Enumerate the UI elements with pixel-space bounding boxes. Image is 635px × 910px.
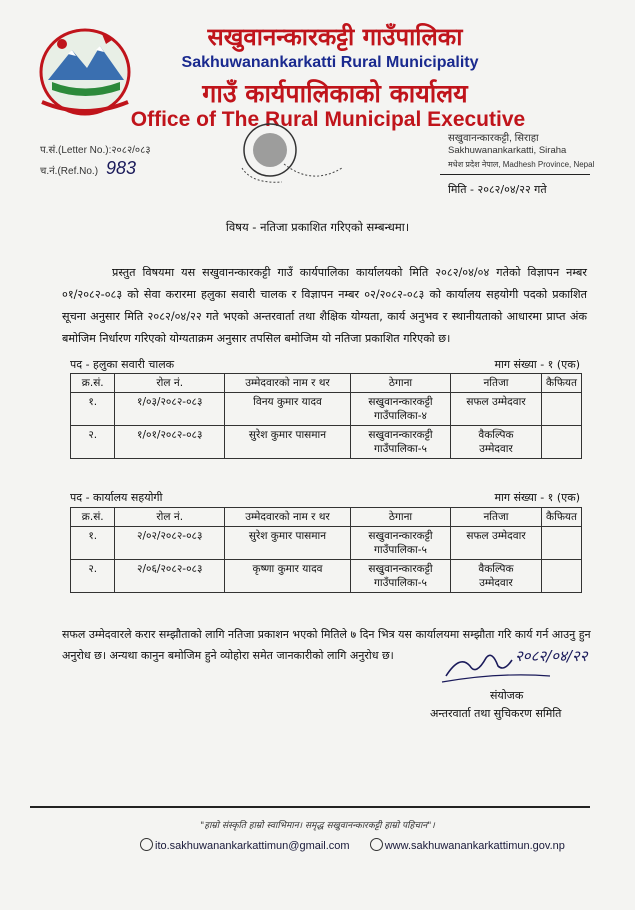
cell-roll: १/०३/२०८२-०८३ (115, 393, 225, 426)
address-english: Sakhuwanankarkatti, Siraha (448, 145, 567, 156)
result-line-1: वैकल्पिक (478, 563, 514, 575)
col-remarks: कैफियत (542, 508, 582, 527)
footer-email[interactable]: ito.sakhuwanankarkattimun@gmail.com (155, 840, 350, 852)
address-line-2: गाउँपालिका-५ (374, 577, 427, 589)
cell-address (351, 527, 451, 560)
col-roll: रोल नं. (115, 508, 225, 527)
results-table-1 (70, 373, 582, 459)
letter-date: मिति - २०८२/०४/२२ गते (448, 183, 547, 196)
municipality-name-nepali: सखुवानन्कारकट्टी गाउँपालिका (207, 22, 463, 51)
address-line-1: सखुवानन्कारकट्टी (368, 530, 433, 542)
result-line-1: सफल उम्मेदवार (466, 530, 526, 542)
cell-name: सुरेश कुमार पासमान (225, 426, 351, 459)
col-result: नतिजा (450, 508, 541, 527)
footer-contact (140, 838, 565, 852)
address-line-1: सखुवानन्कारकट्टी (368, 396, 433, 408)
cell-sn: २. (71, 560, 115, 593)
closing-paragraph: सफल उम्मेदवारले करार सम्झौताको लागि नतिजा प्रकाशन भएको मितिले ७ दिन भित्र यस कार्यालयमा सम्झौता गरि कार्य गर्न आउनु हुन अनुरोध छ। अन्यथा कानुन बमोजिम हुने व्योहोरा समेत जानकारीको लागि अनुरोध छ। (62, 628, 591, 662)
cell-roll: २/०६/२०८२-०८३ (115, 560, 225, 593)
cell-result (450, 527, 541, 560)
footer-motto: "हाम्रो संस्कृति हाम्रो स्वाभिमान। समृद्ध सखुवानन्कारकट्टी हाम्रो पहिचान"। (200, 821, 435, 831)
letter-number-label: प.सं.(Letter No.):२०८२/०८३ (40, 145, 151, 156)
address-line-2: गाउँपालिका-५ (374, 544, 427, 556)
col-sn: क्र.सं. (71, 374, 115, 393)
post-title-2: पद - कार्यालय सहयोगी (70, 491, 163, 504)
table-header-row (71, 374, 582, 393)
address-line-2: गाउँपालिका-४ (374, 410, 427, 422)
post-heading-2 (70, 490, 580, 505)
office-name-english: Office of The Rural Municipal Executive (130, 108, 526, 131)
address-line-1: सखुवानन्कारकट्टी (368, 563, 433, 575)
table-row (71, 560, 582, 593)
cell-name: कृष्णा कुमार यादव (225, 560, 351, 593)
cell-remark (542, 426, 582, 459)
header-divider (440, 174, 590, 175)
cell-sn: २. (71, 426, 115, 459)
address-nepali: सखुवानन्कारकट्टी, सिराहा (448, 133, 539, 144)
office-stamp (222, 120, 352, 188)
table-row (71, 426, 582, 459)
post-heading-1 (70, 357, 580, 372)
cell-sn: १. (71, 527, 115, 560)
reference-number (40, 158, 136, 179)
col-sn: क्र.सं. (71, 508, 115, 527)
table-row (71, 527, 582, 560)
col-result: नतिजा (450, 374, 541, 393)
signatory-role: संयोजक (490, 689, 524, 702)
email-icon (140, 838, 153, 851)
result-line-1: सफल उम्मेदवार (466, 396, 526, 408)
cell-address (351, 426, 451, 459)
address-province: मधेश प्रदेश नेपाल, Madhesh Province, Nepal (448, 160, 595, 169)
office-name-nepali: गाउँ कार्यपालिकाको कार्यालय (202, 79, 468, 108)
letter-subject: विषय - नतिजा प्रकाशित गरिएको सम्बन्धमा। (225, 220, 410, 234)
col-name: उम्मेदवारको नाम र थर (225, 374, 351, 393)
cell-address (351, 560, 451, 593)
col-address: ठेगाना (351, 508, 451, 527)
col-address: ठेगाना (351, 374, 451, 393)
results-table-2 (70, 507, 582, 593)
signatory-committee: अन्तरवार्ता तथा सुचिकरण समिति (430, 707, 562, 720)
cell-remark (542, 560, 582, 593)
col-remarks: कैफियत (542, 374, 582, 393)
reference-number-label: च.नं.(Ref.No.) (40, 166, 99, 177)
result-line-2: उम्मेदवार (479, 443, 513, 455)
footer-website[interactable]: www.sakhuwanankarkattimun.gov.np (384, 840, 565, 852)
cell-name: सुरेश कुमार पासमान (225, 527, 351, 560)
result-line-2: उम्मेदवार (479, 577, 513, 589)
cell-remark (542, 527, 582, 560)
address-line-1: सखुवानन्कारकट्टी (368, 429, 433, 441)
cell-name: विनय कुमार यादव (225, 393, 351, 426)
body-paragraph: प्रस्तुत विषयमा यस सखुवानन्कारकट्टी गाउँ कार्यपालिका कार्यालयको मिति २०८२/०४/०४ गतेको विज्ञापन नम्बर ०१/२०८२-०८३ को सेवा करारमा हलुका सवारी चालक र विज्ञापन नम्बर ०२/२०८२-०८३ को कार्यालय सहयोगी पदको प्रकाशित सूचना अनुसार मिति २०८२/०४/२२ गते भएको अन्तरवार्ता तथा शैक्षिक योग्यता, कार्य अनुभव र स्थानीयताको आधारमा प्राप्त अंक बमोजिम निर्धारण गरिएको योग्यताक्रम अनुसार तपसिल बमोजिम यो नतिजा प्रकाशित गरिएको छ। (62, 266, 587, 345)
post-demand-2: माग संख्या - १ (एक) (494, 491, 580, 504)
col-roll: रोल नं. (115, 374, 225, 393)
cell-roll: १/०१/२०८२-०८३ (115, 426, 225, 459)
cell-remark (542, 393, 582, 426)
result-line-1: वैकल्पिक (478, 429, 514, 441)
table-row (71, 393, 582, 426)
municipality-emblem (32, 20, 138, 120)
cell-result (450, 426, 541, 459)
signature-date: २०८२/०४/२२ (515, 647, 588, 665)
address-line-2: गाउँपालिका-५ (374, 443, 427, 455)
table-header-row (71, 508, 582, 527)
post-demand-1: माग संख्या - १ (एक) (494, 358, 580, 371)
cell-result (450, 393, 541, 426)
letter-number (40, 142, 151, 156)
footer-divider (30, 806, 590, 808)
cell-result (450, 560, 541, 593)
reference-number-value: 983 (106, 158, 137, 178)
cell-address (351, 393, 451, 426)
cell-sn: १. (71, 393, 115, 426)
cell-roll: २/०२/२०८२-०८३ (115, 527, 225, 560)
globe-icon (370, 838, 383, 851)
post-title-1: पद - हलुका सवारी चालक (70, 358, 175, 371)
col-name: उम्मेदवारको नाम र थर (225, 508, 351, 527)
municipality-name-english: Sakhuwanankarkatti Rural Municipality (181, 54, 479, 71)
